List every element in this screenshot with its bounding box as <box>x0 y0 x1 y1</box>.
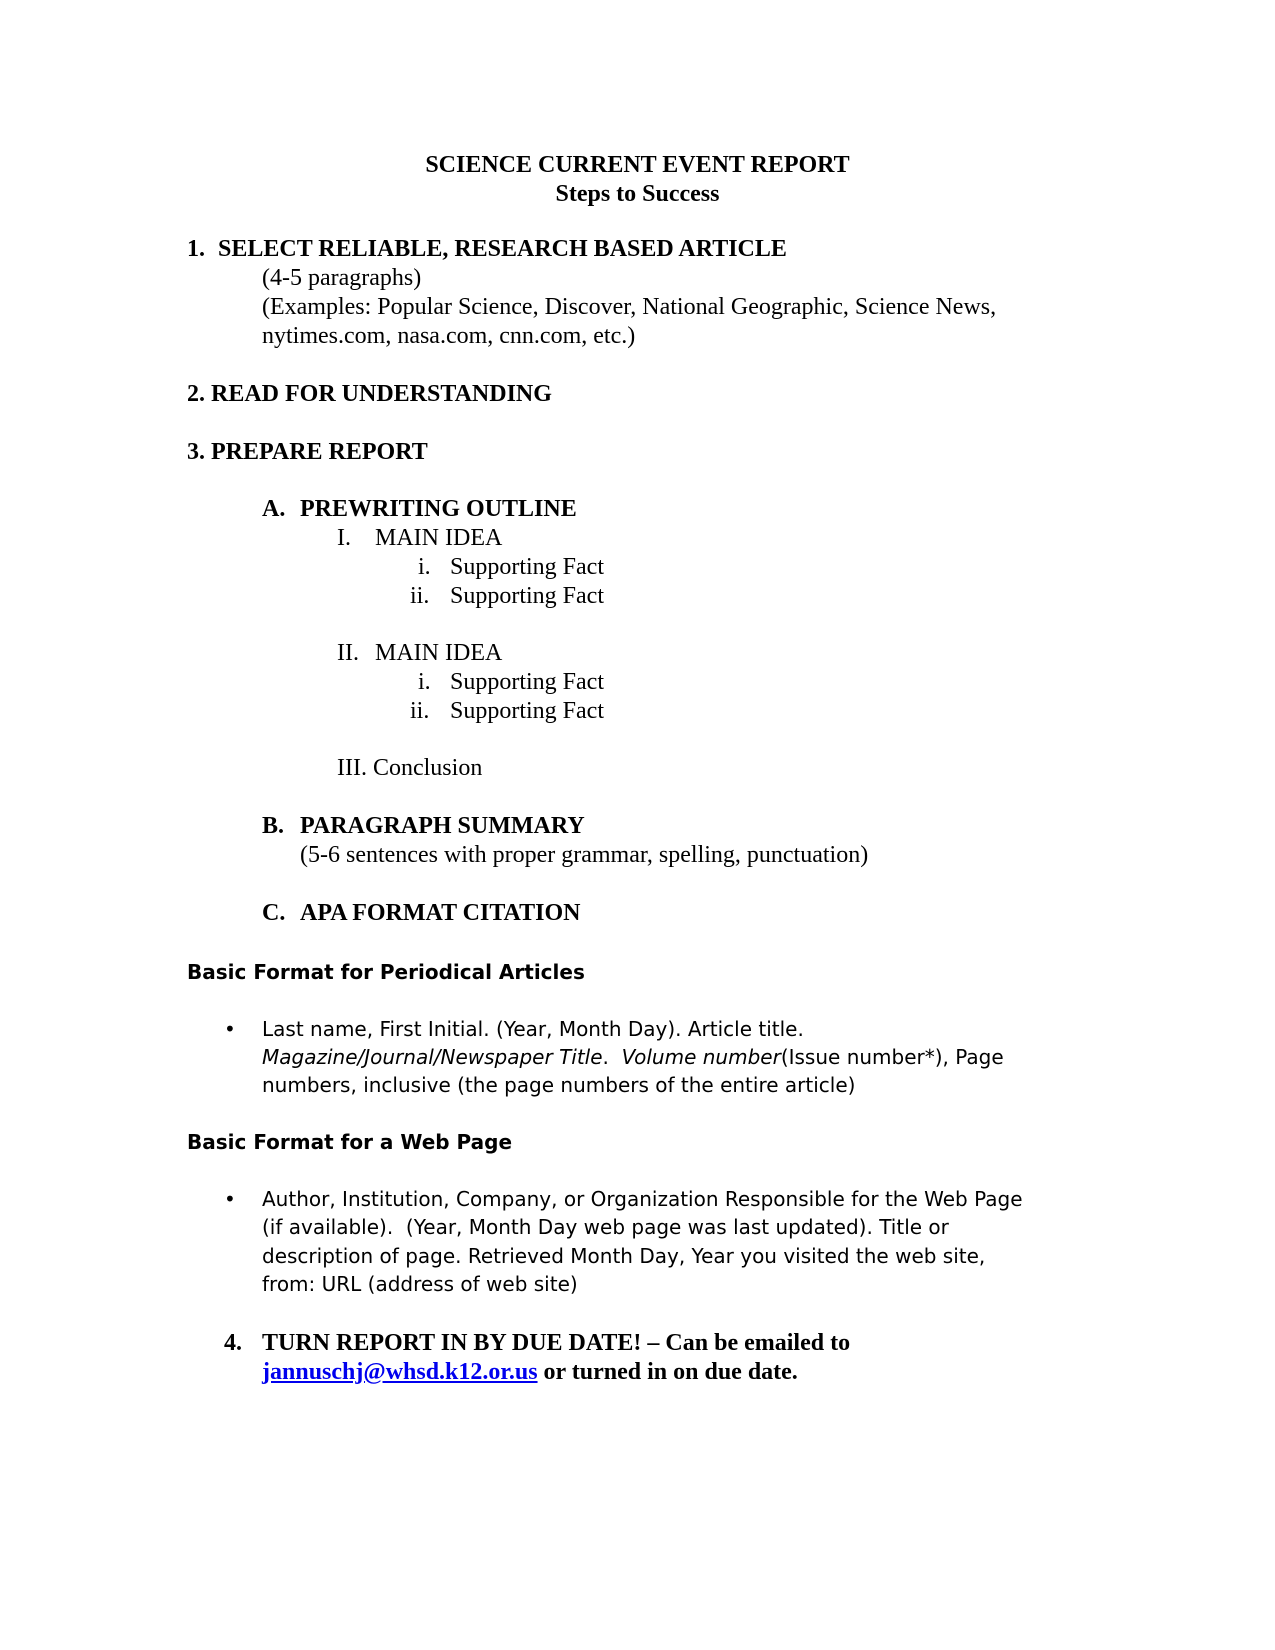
webpage-line2: (if available). (Year, Month Day web page was last updated). Title or <box>262 1215 949 1239</box>
periodical-publication-title: Magazine/Journal/Newspaper Title <box>262 1045 603 1069</box>
periodical-format-heading: Basic Format for Periodical Articles <box>187 960 585 984</box>
outline-main2-fact-i-num: i. <box>418 669 431 695</box>
outline-main2-fact-i: Supporting Fact <box>450 669 604 695</box>
step3-heading: 3. PREPARE REPORT <box>187 439 428 465</box>
outline-conclusion: III. Conclusion <box>337 755 483 781</box>
step1-length-note: (4-5 paragraphs) <box>262 265 422 291</box>
sectionB-note: (5-6 sentences with proper grammar, spelling, punctuation) <box>300 842 869 868</box>
outline-main1-fact-ii: Supporting Fact <box>450 583 604 609</box>
sectionC-letter: C. <box>262 900 286 926</box>
step4-line2-rest: or turned in on due date. <box>537 1359 798 1385</box>
periodical-issue-pages: (Issue number*), Page <box>780 1045 1004 1069</box>
outline-main2-label: MAIN IDEA <box>375 640 503 666</box>
step4-line2 <box>262 1360 798 1384</box>
page-title: SCIENCE CURRENT EVENT REPORT <box>425 152 850 178</box>
sectionC-heading: APA FORMAT CITATION <box>300 900 581 926</box>
step2-heading: 2. READ FOR UNDERSTANDING <box>187 381 552 407</box>
outline-main2-fact-ii: Supporting Fact <box>450 698 604 724</box>
sectionA-heading: PREWRITING OUTLINE <box>300 496 577 522</box>
outline-main2-fact-ii-num: ii. <box>410 698 430 724</box>
sectionB-heading: PARAGRAPH SUMMARY <box>300 813 585 839</box>
outline-main1-fact-i: Supporting Fact <box>450 554 604 580</box>
webpage-line4: from: URL (address of web site) <box>262 1272 578 1296</box>
webpage-format-heading: Basic Format for a Web Page <box>187 1130 513 1154</box>
periodical-line3: numbers, inclusive (the page numbers of the entire article) <box>262 1073 856 1097</box>
outline-main2-numeral: II. <box>337 640 359 666</box>
webpage-bullet: • <box>224 1187 236 1211</box>
webpage-line1: Author, Institution, Company, or Organization Responsible for the Web Page <box>262 1187 1023 1211</box>
outline-main1-numeral: I. <box>337 525 351 551</box>
webpage-line3: description of page. Retrieved Month Day, Year you visited the web site, <box>262 1244 986 1268</box>
email-link[interactable]: jannuschj@whsd.k12.or.us <box>262 1359 538 1385</box>
sectionA-letter: A. <box>262 496 286 522</box>
outline-main1-fact-i-num: i. <box>418 554 431 580</box>
periodical-line2 <box>262 1047 1004 1067</box>
step4-line1: TURN REPORT IN BY DUE DATE! – Can be emailed to <box>262 1330 851 1356</box>
outline-main1-label: MAIN IDEA <box>375 525 503 551</box>
step1-examples-line2: nytimes.com, nasa.com, cnn.com, etc.) <box>262 323 636 349</box>
step1-number: 1. <box>187 236 205 262</box>
page-subtitle: Steps to Success <box>555 181 720 207</box>
periodical-bullet: • <box>224 1017 236 1041</box>
outline-main1-fact-ii-num: ii. <box>410 583 430 609</box>
step1-heading: SELECT RELIABLE, RESEARCH BASED ARTICLE <box>218 236 787 262</box>
periodical-line1: Last name, First Initial. (Year, Month Day). Article title. <box>262 1017 804 1041</box>
sectionB-letter: B. <box>262 813 285 839</box>
periodical-volume: Volume number <box>621 1045 781 1069</box>
periodical-separator: . <box>602 1045 622 1069</box>
step4-number: 4. <box>224 1330 242 1356</box>
step1-examples-line1: (Examples: Popular Science, Discover, National Geographic, Science News, <box>262 294 997 320</box>
